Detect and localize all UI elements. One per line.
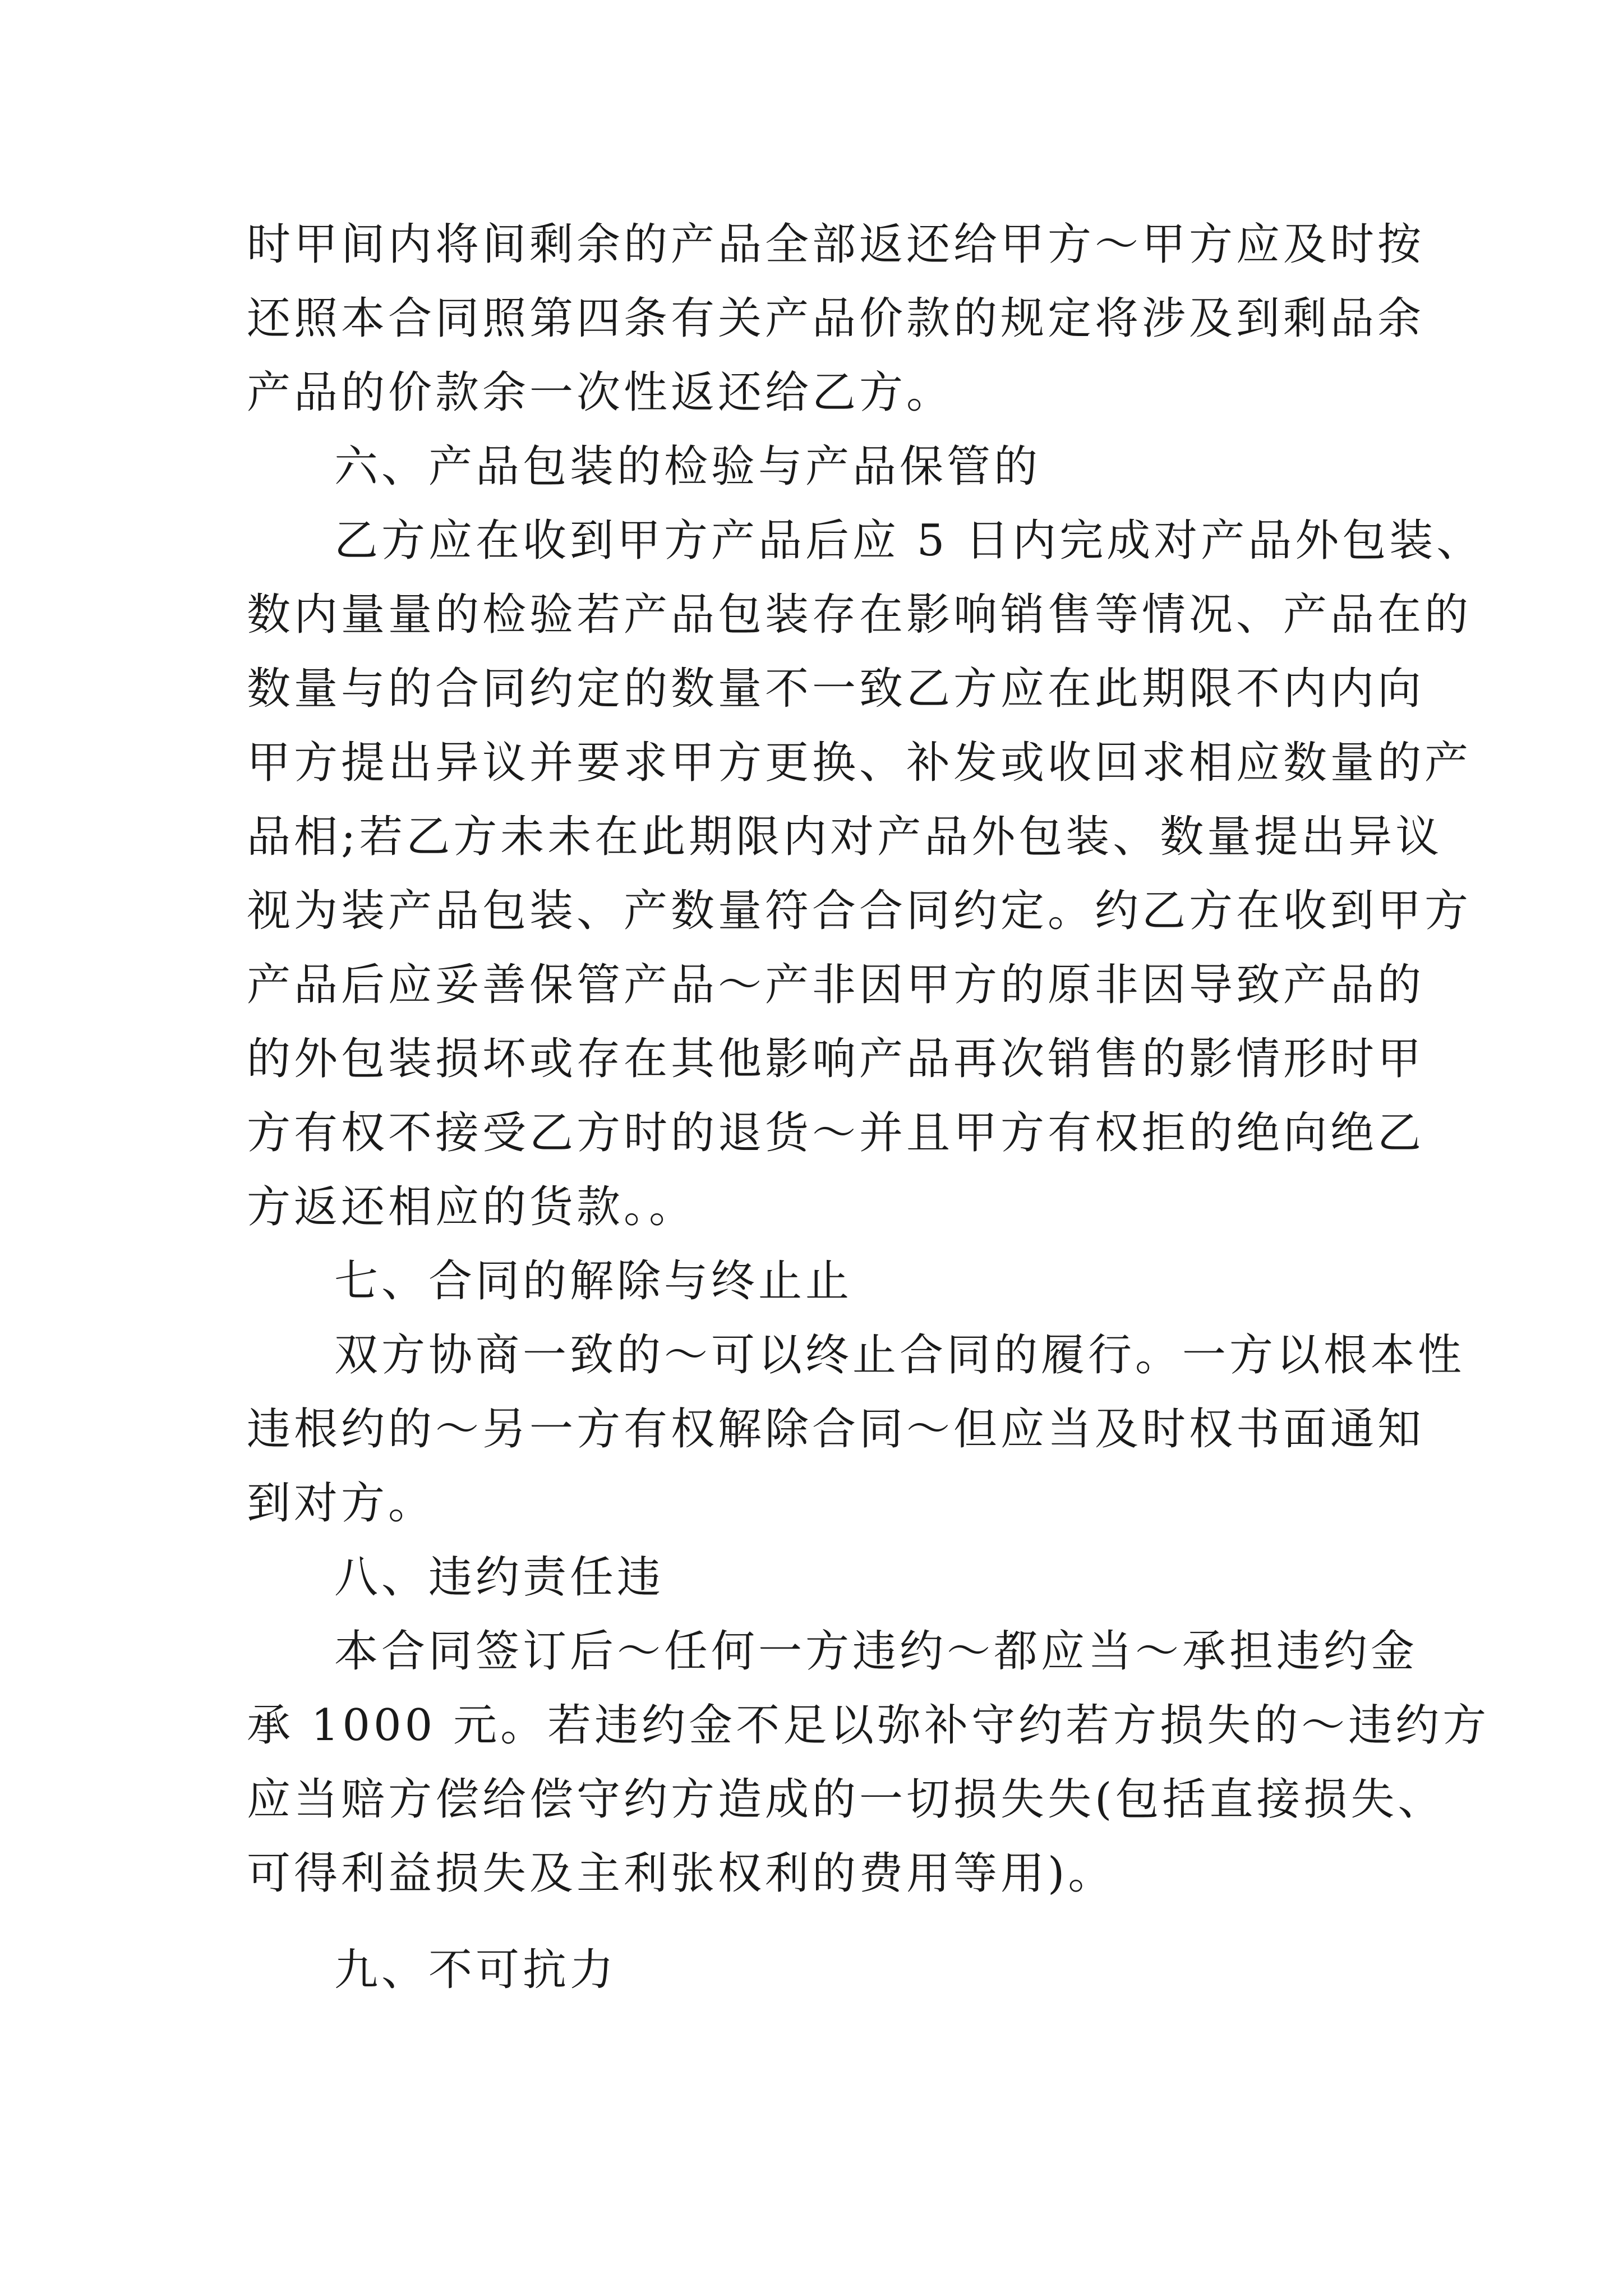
text-line: 方返还相应的货款。。 (247, 1182, 697, 1232)
text-line: 的外包装损坏或存在其他影响产品再次销售的影情形时甲 (247, 1034, 1425, 1084)
text-line: 时甲间内将间剩余的产品全部返还给甲方～甲方应及时按 (247, 219, 1425, 270)
text-line: 甲方提出异议并要求甲方更换、补发或收回求相应数量的产 (247, 738, 1472, 788)
paragraph-start: 双方协商一致的～可以终止合同的履行。一方以根本性 (334, 1330, 1465, 1381)
text-line: 到对方。 (247, 1478, 436, 1529)
text-line: 违根约的～另一方有权解除合同～但应当及时权书面通知 (247, 1404, 1425, 1455)
text-line: 方有权不接受乙方时的退货～并且甲方有权拒的绝向绝乙 (247, 1108, 1425, 1158)
section-heading-8: 八、违约责任违 (334, 1552, 665, 1603)
paragraph-start: 乙方应在收到甲方产品后应 5 日内完成对产品外包装、 (334, 516, 1484, 566)
text-line: 数量与的合同约定的数量不一致乙方应在此期限不内内向 (247, 664, 1425, 714)
text-line: 应当赔方偿给偿守约方造成的一切损失失(包括直接损失、 (247, 1774, 1445, 1825)
text-line: 产品的价款余一次性返还给乙方。 (247, 367, 954, 418)
section-heading-9: 九、不可抗力 (334, 1945, 617, 1995)
document-body (247, 208, 1490, 2007)
section-heading-7: 七、合同的解除与终止止 (334, 1256, 853, 1306)
paragraph-start: 本合同签订后～任何一方违约～都应当～承担违约金 (334, 1626, 1418, 1677)
text-line: 品相;若乙方未未在此期限内对产品外包装、数量提出异议 (247, 812, 1443, 862)
text-line: 可得利益损失及主利张权利的费用等用)。 (247, 1848, 1115, 1899)
text-line: 产品后应妥善保管产品～产非因甲方的原非因导致产品的 (247, 960, 1425, 1010)
text-line: 视为装产品包装、产数量符合合同约定。约乙方在收到甲方 (247, 886, 1472, 936)
text-line: 数内量量的检验若产品包装存在影响销售等情况、产品在的 (247, 590, 1472, 640)
blank-line (247, 1911, 1430, 1933)
text-line: 还照本合同照第四条有关产品价款的规定将涉及到剩品余 (247, 293, 1425, 344)
text-line: 承 1000 元。若违约金不足以弥补守约若方损失的～违约方 (247, 1700, 1490, 1751)
section-heading-6: 六、产品包装的检验与产品保管的 (334, 441, 1041, 492)
